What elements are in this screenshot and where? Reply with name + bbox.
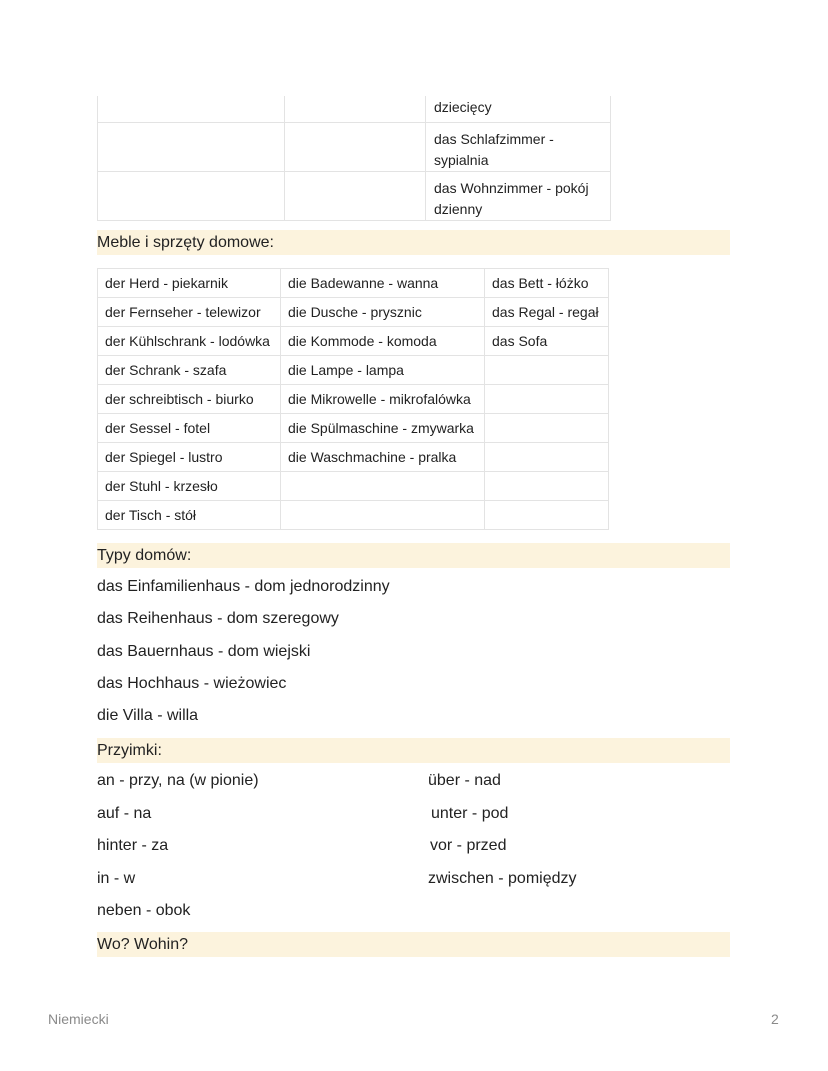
table-cell: die Dusche - prysznic [281,298,485,327]
table-row [98,172,611,221]
furniture-table [97,268,609,530]
list-item: an - przy, na (w pionie) [97,772,259,789]
list-item: neben - obok [97,902,191,919]
section-heading-prepositions: Przyimki: [97,738,730,763]
table-cell [485,385,609,414]
list-item: das Reihenhaus - dom szeregowy [97,610,339,627]
section-heading-house-types: Typy domów: [97,543,730,568]
section-heading-furniture: Meble i sprzęty domowe: [97,230,730,255]
table-row [98,269,609,298]
table-cell [485,443,609,472]
table-cell: der Tisch - stół [98,501,281,530]
table-row [98,356,609,385]
table-row [98,123,611,172]
table-row [98,501,609,530]
table-cell [485,356,609,385]
table-cell: die Mikrowelle - mikrofalówka [281,385,485,414]
rooms-table [97,96,611,221]
table-cell: der Herd - piekarnik [98,269,281,298]
table-cell: der schreibtisch - biurko [98,385,281,414]
table-cell [285,123,426,172]
table-cell: das Regal - regał [485,298,609,327]
table-row [98,96,611,123]
table-cell: der Kühlschrank - lodówka [98,327,281,356]
table-cell [98,172,285,221]
table-cell: die Badewanne - wanna [281,269,485,298]
table-cell [98,96,285,123]
list-item: das Bauernhaus - dom wiejski [97,643,311,660]
table-cell: das Sofa [485,327,609,356]
list-item: das Hochhaus - wieżowiec [97,675,287,692]
section-heading-wo-wohin: Wo? Wohin? [97,932,730,957]
table-cell: der Sessel - fotel [98,414,281,443]
table-cell: die Waschmachine - pralka [281,443,485,472]
table-cell: der Fernseher - telewizor [98,298,281,327]
table-row [98,385,609,414]
list-item: vor - przed [430,837,507,854]
list-item: auf - na [97,805,152,822]
table-cell: der Schrank - szafa [98,356,281,385]
table-cell: das Bett - łóżko [485,269,609,298]
table-row [98,298,609,327]
table-cell: das Schlafzimmer - sypialnia [426,123,611,172]
table-cell [281,501,485,530]
table-row [98,414,609,443]
table-cell [285,172,426,221]
table-cell [485,472,609,501]
list-item: die Villa - willa [97,707,199,724]
table-cell: die Spülmaschine - zmywarka [281,414,485,443]
table-row [98,443,609,472]
table-cell [98,123,285,172]
page-number: 2 [771,1011,779,1027]
table-cell: der Stuhl - krzesło [98,472,281,501]
table-cell [485,501,609,530]
table-cell [285,96,426,123]
table-cell: der Spiegel - lustro [98,443,281,472]
table-cell [485,414,609,443]
table-row [98,472,609,501]
table-cell: die Lampe - lampa [281,356,485,385]
table-cell [281,472,485,501]
table-cell: die Kommode - komoda [281,327,485,356]
list-item: das Einfamilienhaus - dom jednorodzinny [97,578,390,595]
list-item: in - w [97,870,136,887]
list-item: hinter - za [97,837,169,854]
table-row [98,327,609,356]
table-cell: das Wohnzimmer - pokój dzienny [426,172,611,221]
table-cell: dziecięcy [426,96,611,123]
footer-title: Niemiecki [48,1011,109,1027]
list-item: unter - pod [431,805,509,822]
list-item: über - nad [428,772,501,789]
list-item: zwischen - pomiędzy [428,870,577,887]
